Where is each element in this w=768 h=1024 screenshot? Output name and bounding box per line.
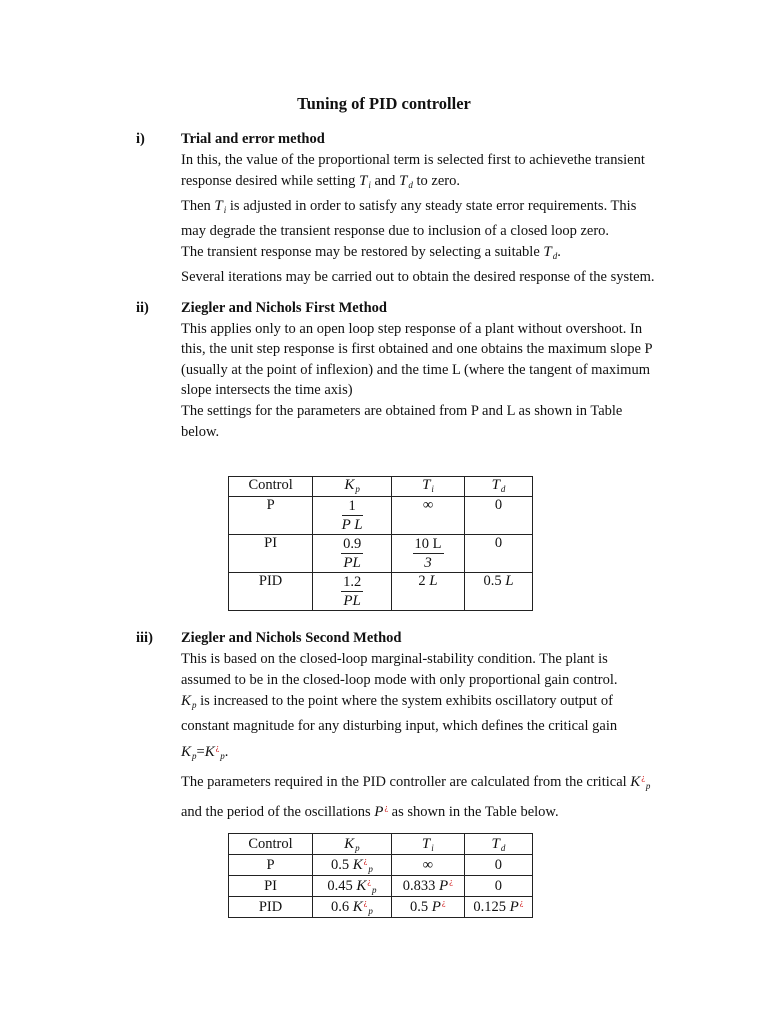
- math-variable: P: [439, 878, 449, 894]
- section-body: [181, 628, 701, 823]
- math-subscript: p: [355, 484, 360, 494]
- table-row: [229, 855, 533, 876]
- math-symbol: [630, 774, 650, 790]
- text-run: Control: [248, 477, 293, 493]
- paragraph-line: [181, 767, 701, 797]
- text-run: 0.5: [483, 573, 506, 589]
- table-cell: [392, 573, 465, 611]
- math-variable: P: [509, 899, 519, 915]
- text-run: as shown in the Table below.: [388, 804, 559, 820]
- math-symbol: [422, 477, 434, 493]
- table-cell: [392, 497, 465, 535]
- math-symbol: [344, 477, 360, 493]
- header-cell: [229, 477, 313, 497]
- paragraph-line: [181, 737, 701, 767]
- math-symbol: [422, 836, 434, 852]
- text-run: 0.125: [473, 899, 510, 915]
- text-run: PI: [264, 535, 278, 551]
- text-run: 0.5: [410, 899, 432, 915]
- paragraph-line: [181, 422, 701, 443]
- fraction: [413, 535, 444, 572]
- text-run: 0.5: [330, 857, 353, 873]
- paragraph-line: [181, 401, 701, 422]
- broken-glyph-mark: ¿: [384, 803, 389, 812]
- table-cell: [464, 876, 532, 897]
- text-run: and the period of the oscillations: [181, 804, 375, 820]
- math-symbol: [356, 878, 376, 894]
- text-run: =: [196, 744, 205, 760]
- table-cell: [313, 573, 392, 611]
- table-cell: [313, 497, 392, 535]
- text-run: PI: [264, 877, 277, 894]
- text-run: ∞: [422, 856, 433, 873]
- math-variable: T: [421, 835, 431, 852]
- paragraph-line: [181, 691, 701, 716]
- numerator: 0.9: [343, 536, 362, 552]
- math-symbol: [399, 173, 413, 189]
- text-run: response desired while setting: [181, 173, 359, 189]
- math-variable: T: [543, 244, 552, 260]
- text-run: slope intersects the time axis): [181, 382, 353, 399]
- math-symbol: [353, 857, 373, 873]
- math-symbol: [181, 744, 197, 760]
- broken-glyph-mark: ¿: [367, 877, 371, 886]
- paragraph-line: [181, 360, 701, 381]
- broken-glyph-mark: ¿: [215, 743, 220, 752]
- paragraph-line: [181, 339, 701, 360]
- numerator: 1.2: [343, 574, 362, 590]
- text-run: PID: [258, 573, 283, 589]
- text-run: (usually at the point of inflexion) and the time L (where the tangent of maximum: [181, 361, 650, 378]
- math-variable: T: [422, 477, 431, 493]
- math-subscript: i: [223, 205, 227, 215]
- math-symbol: [344, 836, 360, 852]
- broken-glyph-mark: ¿: [449, 877, 453, 886]
- table-cell: [229, 897, 313, 918]
- text-run: may degrade the transient response due to inclusion of a closed loop zero.: [181, 223, 610, 239]
- math-variable: K: [344, 835, 355, 852]
- text-run: PID: [258, 898, 283, 915]
- math-symbol: [353, 899, 373, 915]
- math-subscript: d: [500, 484, 506, 494]
- math-variable: K: [181, 693, 192, 709]
- table-cell: [229, 855, 313, 876]
- broken-glyph-mark: ¿: [363, 856, 368, 865]
- text-run: 0: [494, 535, 503, 551]
- paragraph-line: [181, 716, 701, 737]
- math-subscript: d: [500, 842, 506, 853]
- math-variable: K: [204, 744, 215, 760]
- section-body: [181, 298, 701, 442]
- table-row: [229, 497, 533, 535]
- fraction: [342, 497, 363, 534]
- text-run: 0.45: [327, 878, 357, 894]
- math-symbol: [205, 744, 225, 760]
- text-run: Then: [181, 198, 215, 214]
- table-header-row: [229, 834, 533, 855]
- table-cell: [391, 897, 464, 918]
- table-cell: [313, 855, 392, 876]
- math-variable: P: [374, 804, 384, 820]
- section-number: ii): [136, 300, 149, 316]
- paragraph-line: [181, 196, 701, 221]
- math-symbol: [214, 198, 226, 214]
- broken-glyph-mark: ¿: [519, 898, 524, 907]
- table-cell: [229, 876, 313, 897]
- text-run: this, the unit step response is first obtained and one obtains the maximum slope P: [181, 341, 653, 358]
- paragraph-line: [181, 267, 701, 288]
- math-variable: T: [491, 835, 500, 852]
- math-symbol: [543, 244, 557, 260]
- math-subscript: d: [552, 251, 558, 261]
- table-cell: [464, 855, 532, 876]
- math-subscript: p: [192, 700, 197, 710]
- math-subscript: d: [408, 180, 413, 190]
- math-symbol: [432, 899, 446, 915]
- math-variable: K: [352, 857, 363, 873]
- paragraph-line: [181, 319, 701, 340]
- paragraph-line: [181, 649, 701, 670]
- table-cell: [313, 535, 392, 573]
- math-subscript: i: [431, 484, 434, 494]
- text-run: 0: [494, 497, 503, 513]
- paragraph-line: [181, 150, 701, 171]
- table-cell: [313, 876, 392, 897]
- math-variable: P: [431, 899, 441, 915]
- table-cell: [464, 535, 532, 573]
- table-cell: [464, 497, 532, 535]
- section-body: [181, 129, 701, 288]
- math-subscript: p: [355, 842, 360, 853]
- text-run: 0: [494, 856, 503, 873]
- math-subscript: p: [192, 751, 197, 761]
- text-run: 0: [494, 877, 503, 894]
- math-variable: K: [356, 878, 367, 894]
- math-symbol: [491, 836, 505, 852]
- header-cell: [313, 834, 392, 855]
- table-cell: [391, 876, 464, 897]
- section-number: iii): [136, 630, 153, 646]
- math-subscript: p: [368, 906, 373, 916]
- math-variable: T: [214, 198, 223, 214]
- paragraph-line: [181, 242, 701, 267]
- paragraph-line: [181, 380, 701, 401]
- math-symbol: [181, 693, 197, 709]
- text-run: This applies only to an open loop step response of a plant without overshoot. In: [181, 320, 643, 337]
- section-heading: Trial and error method: [181, 131, 325, 147]
- page-title: Tuning of PID controller: [297, 94, 471, 113]
- text-run: Control: [248, 835, 293, 852]
- paragraph-line: [181, 221, 701, 242]
- math-variable: K: [181, 744, 192, 760]
- table-row: [229, 535, 533, 573]
- math-subscript: p: [371, 885, 377, 895]
- math-subscript: i: [431, 842, 434, 853]
- table-cell: [313, 897, 392, 918]
- math-variable: T: [399, 173, 408, 189]
- header-cell: [464, 477, 532, 497]
- denominator: PL: [343, 593, 361, 609]
- section-heading: Ziegler and Nichols Second Method: [181, 630, 402, 646]
- table-header-row: [229, 477, 533, 497]
- broken-glyph-mark: ¿: [641, 773, 645, 782]
- math-symbol: [374, 804, 388, 820]
- table-cell: [229, 535, 313, 573]
- math-subscript: p: [368, 864, 373, 874]
- text-run: This is based on the closed-loop marginal-stability condition. The plant is: [181, 651, 608, 667]
- text-run: to zero.: [412, 173, 460, 189]
- denominator: 3: [424, 555, 432, 571]
- denominator: PL: [343, 555, 361, 571]
- math-subscript: i: [368, 180, 371, 190]
- header-cell: [229, 834, 313, 855]
- zn-second-method-table: [228, 833, 533, 918]
- math-symbol: [510, 899, 524, 915]
- table-cell: [392, 535, 465, 573]
- table-row: [229, 876, 533, 897]
- header-cell: [464, 834, 532, 855]
- table-cell: [229, 573, 313, 611]
- math-symbol: [429, 573, 437, 589]
- text-run: constant magnitude for any disturbing input, which defines the critical gain: [181, 718, 618, 734]
- math-variable: T: [359, 173, 368, 189]
- math-variable: K: [630, 774, 641, 790]
- paragraph-line: [181, 171, 701, 196]
- text-run: P: [266, 856, 275, 873]
- fraction: [341, 535, 363, 572]
- broken-glyph-mark: ¿: [363, 898, 368, 907]
- header-cell: [391, 834, 464, 855]
- text-run: assumed to be in the closed-loop mode with only proportional gain control.: [181, 672, 618, 688]
- math-variable: T: [491, 477, 500, 493]
- math-subscript: p: [645, 781, 651, 791]
- section-number: i): [136, 131, 145, 147]
- text-run: The parameters required in the PID controller are calculated from the critical: [181, 774, 631, 790]
- math-subscript: p: [220, 751, 225, 761]
- header-cell: [313, 477, 392, 497]
- math-variable: K: [344, 477, 355, 493]
- zn-first-method-table: [228, 476, 533, 611]
- math-symbol: [505, 573, 513, 589]
- section-heading: Ziegler and Nichols First Method: [181, 300, 387, 316]
- math-variable: L: [429, 573, 438, 589]
- text-run: The settings for the parameters are obtained from P and L as shown in Table: [181, 402, 623, 419]
- numerator: 10 L: [414, 536, 442, 552]
- paragraph-line: [181, 670, 701, 691]
- text-run: The transient response may be restored by selecting a suitable: [181, 244, 544, 260]
- text-run: is increased to the point where the system exhibits oscillatory output of: [196, 693, 613, 709]
- text-run: is adjusted in order to satisfy any steady state error requirements. This: [226, 198, 637, 214]
- text-run: .: [224, 744, 229, 760]
- denominator: P L: [341, 517, 363, 533]
- math-variable: K: [352, 899, 363, 915]
- text-run: P: [266, 497, 275, 513]
- math-symbol: [439, 878, 453, 894]
- table-row: [229, 573, 533, 611]
- math-symbol: [359, 173, 371, 189]
- text-run: 0.833: [402, 878, 440, 894]
- table-cell: [464, 573, 532, 611]
- text-run: In this, the value of the proportional term is selected first to achievethe transient: [181, 152, 645, 168]
- text-run: 0.6: [330, 899, 353, 915]
- paragraph-line: [181, 797, 701, 823]
- table-cell: [229, 497, 313, 535]
- text-run: 2: [418, 573, 430, 589]
- text-run: .: [557, 244, 561, 260]
- text-run: and: [370, 173, 400, 189]
- table-cell: [391, 855, 464, 876]
- text-run: below.: [181, 423, 220, 440]
- math-symbol: [492, 477, 506, 493]
- text-run: ∞: [422, 497, 434, 513]
- table-cell: [464, 897, 532, 918]
- header-cell: [392, 477, 465, 497]
- fraction: [341, 573, 363, 610]
- text-run: Several iterations may be carried out to obtain the desired response of the system.: [181, 269, 655, 285]
- table-row: [229, 897, 533, 918]
- numerator: 1: [342, 497, 363, 516]
- broken-glyph-mark: ¿: [441, 898, 446, 907]
- math-variable: L: [505, 573, 514, 589]
